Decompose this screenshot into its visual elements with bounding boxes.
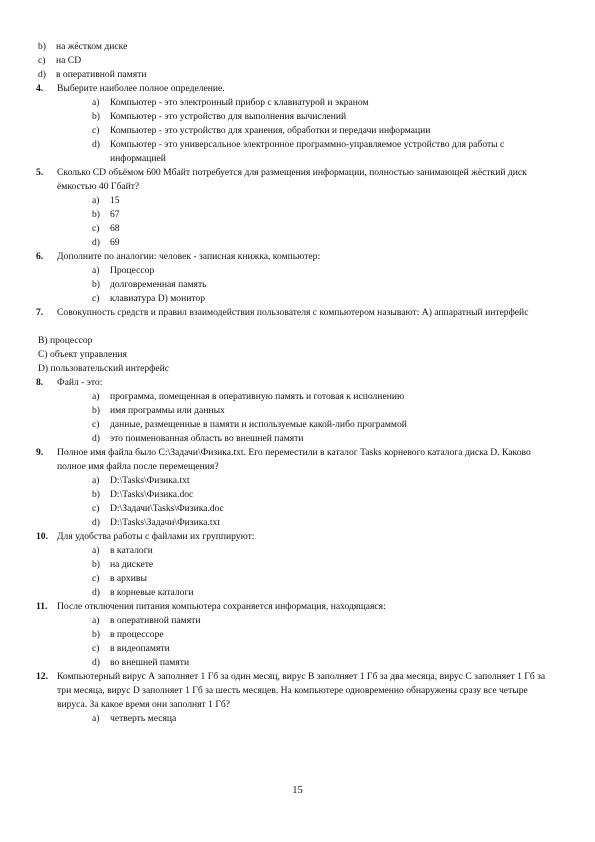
- q6-option-a: a) Процессор: [92, 265, 155, 276]
- option-c: c) на CD: [38, 55, 82, 66]
- q4-option-d: d) Компьютер - это универсальное электронное программно-управляемое устройство для работы с информацией: [92, 139, 505, 164]
- q9-option-c: c) D:\Задачи\Tasks\Физика.doc: [92, 503, 224, 514]
- q5-option-d: d) 69: [92, 237, 120, 248]
- q5-option-a: a) 15: [92, 195, 120, 206]
- q5-option-b: b) 67: [92, 209, 120, 220]
- question-12: 12. Компьютерный вирус А заполняет 1 Гб за один месяц, вирус B заполняет 1 Гб за два месяца, вирус C заполняет 1 Гб за три месяца, вирус D заполняет 1 Гб за шесть месяцев. На компьютере одновременно обнаружены сразу все четыре вируса. За какое время они заполнят 1 Гб?: [36, 671, 546, 710]
- question-9: 9. Полное имя файла было C:\Задачи\Физика.txt. Его переместили в каталог Tasks корневого каталога диска D. Каково полное имя файла после перемещения?: [36, 447, 531, 472]
- option-d: d) в оперативной памяти: [38, 69, 147, 80]
- question-10: 10. Для удобства работы с файлами их группируют:: [36, 531, 255, 542]
- q12-option-a: a) четверть месяца: [92, 713, 177, 724]
- question-5: 5. Сколько CD объёмом 600 Мбайт потребуется для размещения информации, полностью занимающей жёсткий диск ёмкостью 40 Гбайт?: [36, 167, 527, 192]
- q7-option-d: D) пользовательский интерфейс: [38, 363, 170, 374]
- q4-option-b: b) Компьютер - это устройство для выполнения вычислений: [92, 111, 347, 122]
- q9-option-d: d) D:\Tasks\Задачи\Физика.txt: [92, 517, 221, 528]
- q6-option-b: b) долговременная память: [92, 279, 207, 290]
- q10-option-c: c) в архивы: [92, 573, 147, 584]
- q11-option-d: d) во внешней памяти: [92, 657, 190, 668]
- option-b: b) на жёстком диске: [38, 41, 128, 52]
- q11-option-c: c) в видеопамяти: [92, 643, 170, 654]
- q10-option-d: d) в корневые каталоги: [92, 587, 194, 598]
- question-4: 4. Выберите наиболее полное определение.: [36, 83, 225, 94]
- q4-option-a: a) Компьютер - это электронный прибор с клавиатурой и экраном: [92, 97, 369, 108]
- page-number: 15: [292, 785, 303, 796]
- q9-option-a: a) D:\Tasks\Физика.txt: [92, 475, 190, 486]
- q11-option-b: b) в процессоре: [92, 629, 164, 640]
- q10-option-b: b) на дискете: [92, 559, 154, 570]
- q6-option-c: c) клавиатура D) монитор: [92, 293, 206, 304]
- q11-option-a: a) в оперативной памяти: [92, 615, 201, 626]
- q8-option-d: d) это поименованная область во внешней памяти: [92, 433, 304, 444]
- q7-option-b: B) процессор: [38, 335, 93, 346]
- q10-option-a: a) в каталоги: [92, 545, 153, 556]
- question-6: 6. Дополните по аналогии: человек - записная книжка, компьютер:: [36, 251, 321, 262]
- q9-option-b: b) D:\Tasks\Физика.doc: [92, 489, 194, 500]
- question-8: 8. Файл - это:: [36, 377, 103, 388]
- q4-option-c: c) Компьютер - это устройство для хранения, обработки и передачи информации: [92, 125, 431, 136]
- question-7: 7. Совокупность средств и правил взаимодействия пользователя с компьютером называют: А) аппаратный интерфейс: [36, 307, 529, 318]
- question-11: 11. После отключения питания компьютера сохраняется информация, находящаяся:: [36, 601, 386, 612]
- q5-option-c: c) 68: [92, 223, 120, 234]
- q7-option-c: C) объект управления: [38, 349, 127, 360]
- q8-option-c: c) данные, размещенные в памяти и используемые какой-либо программой: [92, 419, 407, 430]
- q8-option-a: a) программа, помещенная в оперативную память и готовая к исполнению: [92, 391, 405, 402]
- document-page: [0, 40, 595, 726]
- q8-option-b: b) имя программы или данных: [92, 405, 225, 416]
